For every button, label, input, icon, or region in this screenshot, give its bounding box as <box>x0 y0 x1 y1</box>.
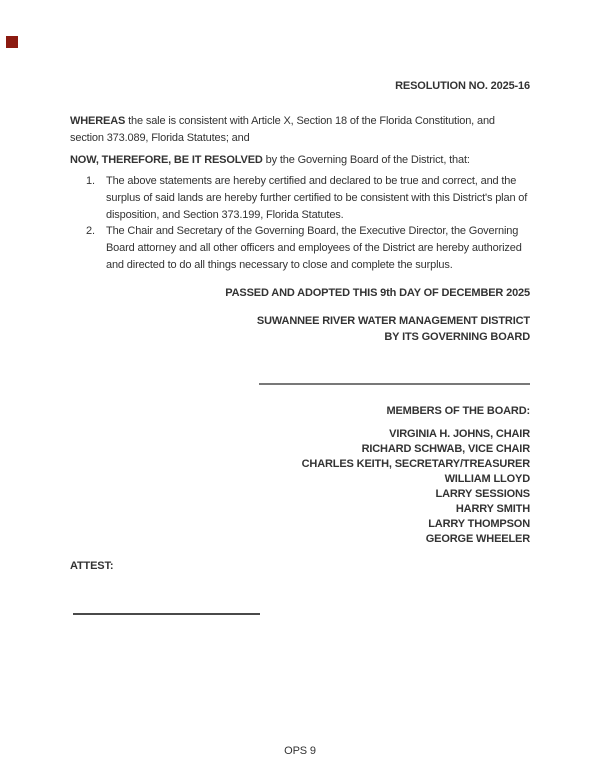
by-governing-board: BY ITS GOVERNING BOARD <box>384 330 530 343</box>
board-member-name: VIRGINIA H. JOHNS, CHAIR <box>389 428 530 440</box>
organization-block <box>70 314 530 345</box>
list-item-text: The Chair and Secretary of the Governing Board, the Executive Director, the Governing Board attorney and all other officers and employees of the District are hereby authorized and directed to do all things necessary to close and complete the surplus. <box>106 225 522 271</box>
board-members-list <box>70 427 530 547</box>
list-item <box>70 223 530 274</box>
district-name: SUWANNEE RIVER WATER MANAGEMENT DISTRICT <box>256 315 530 327</box>
list-item-text: The above statements are hereby certified and declared to be true and correct, and the surplus of said lands are hereby further certified to be consistent with this District's plan of disposition, and Section 373.199, Florida Statutes. <box>106 175 528 221</box>
board-member-name: LARRY THOMPSON <box>428 518 530 530</box>
resolved-clause <box>70 152 530 169</box>
board-member-name: CHARLES KEITH, SECRETARY/TREASURER <box>301 458 530 470</box>
list-item <box>70 173 530 224</box>
board-member-name: RICHARD SCHWAB, VICE CHAIR <box>361 443 530 455</box>
list-item-number: 1. <box>86 175 95 187</box>
whereas-clause <box>70 113 530 147</box>
resolution-number: RESOLUTION NO. 2025-16 <box>395 80 530 92</box>
document-content <box>70 0 530 776</box>
board-signature-line <box>259 383 530 385</box>
page-footer: OPS 9 <box>284 745 316 757</box>
board-member-name: HARRY SMITH <box>455 503 530 515</box>
members-heading: MEMBERS OF THE BOARD: <box>386 405 530 417</box>
resolved-text: by the Governing Board of the District, that: <box>262 154 470 166</box>
passed-adopted-line: PASSED AND ADOPTED THIS 9th DAY OF DECEMBER 2025 <box>225 287 530 299</box>
attest-signature-line <box>73 613 260 615</box>
red-marker-square <box>6 36 18 48</box>
board-member-name: GEORGE WHEELER <box>425 533 530 545</box>
resolved-lead: NOW, THEREFORE, BE IT RESOLVED <box>70 154 263 166</box>
list-item-number: 2. <box>86 225 95 237</box>
attest-label: ATTEST: <box>70 560 114 572</box>
board-member-name: WILLIAM LLOYD <box>444 473 530 485</box>
board-member-name: LARRY SESSIONS <box>435 488 530 500</box>
whereas-lead: WHEREAS <box>70 115 126 127</box>
whereas-text: the sale is consistent with Article X, Section 18 of the Florida Constitution, and section 373.089, Florida Statutes; and <box>70 115 495 144</box>
